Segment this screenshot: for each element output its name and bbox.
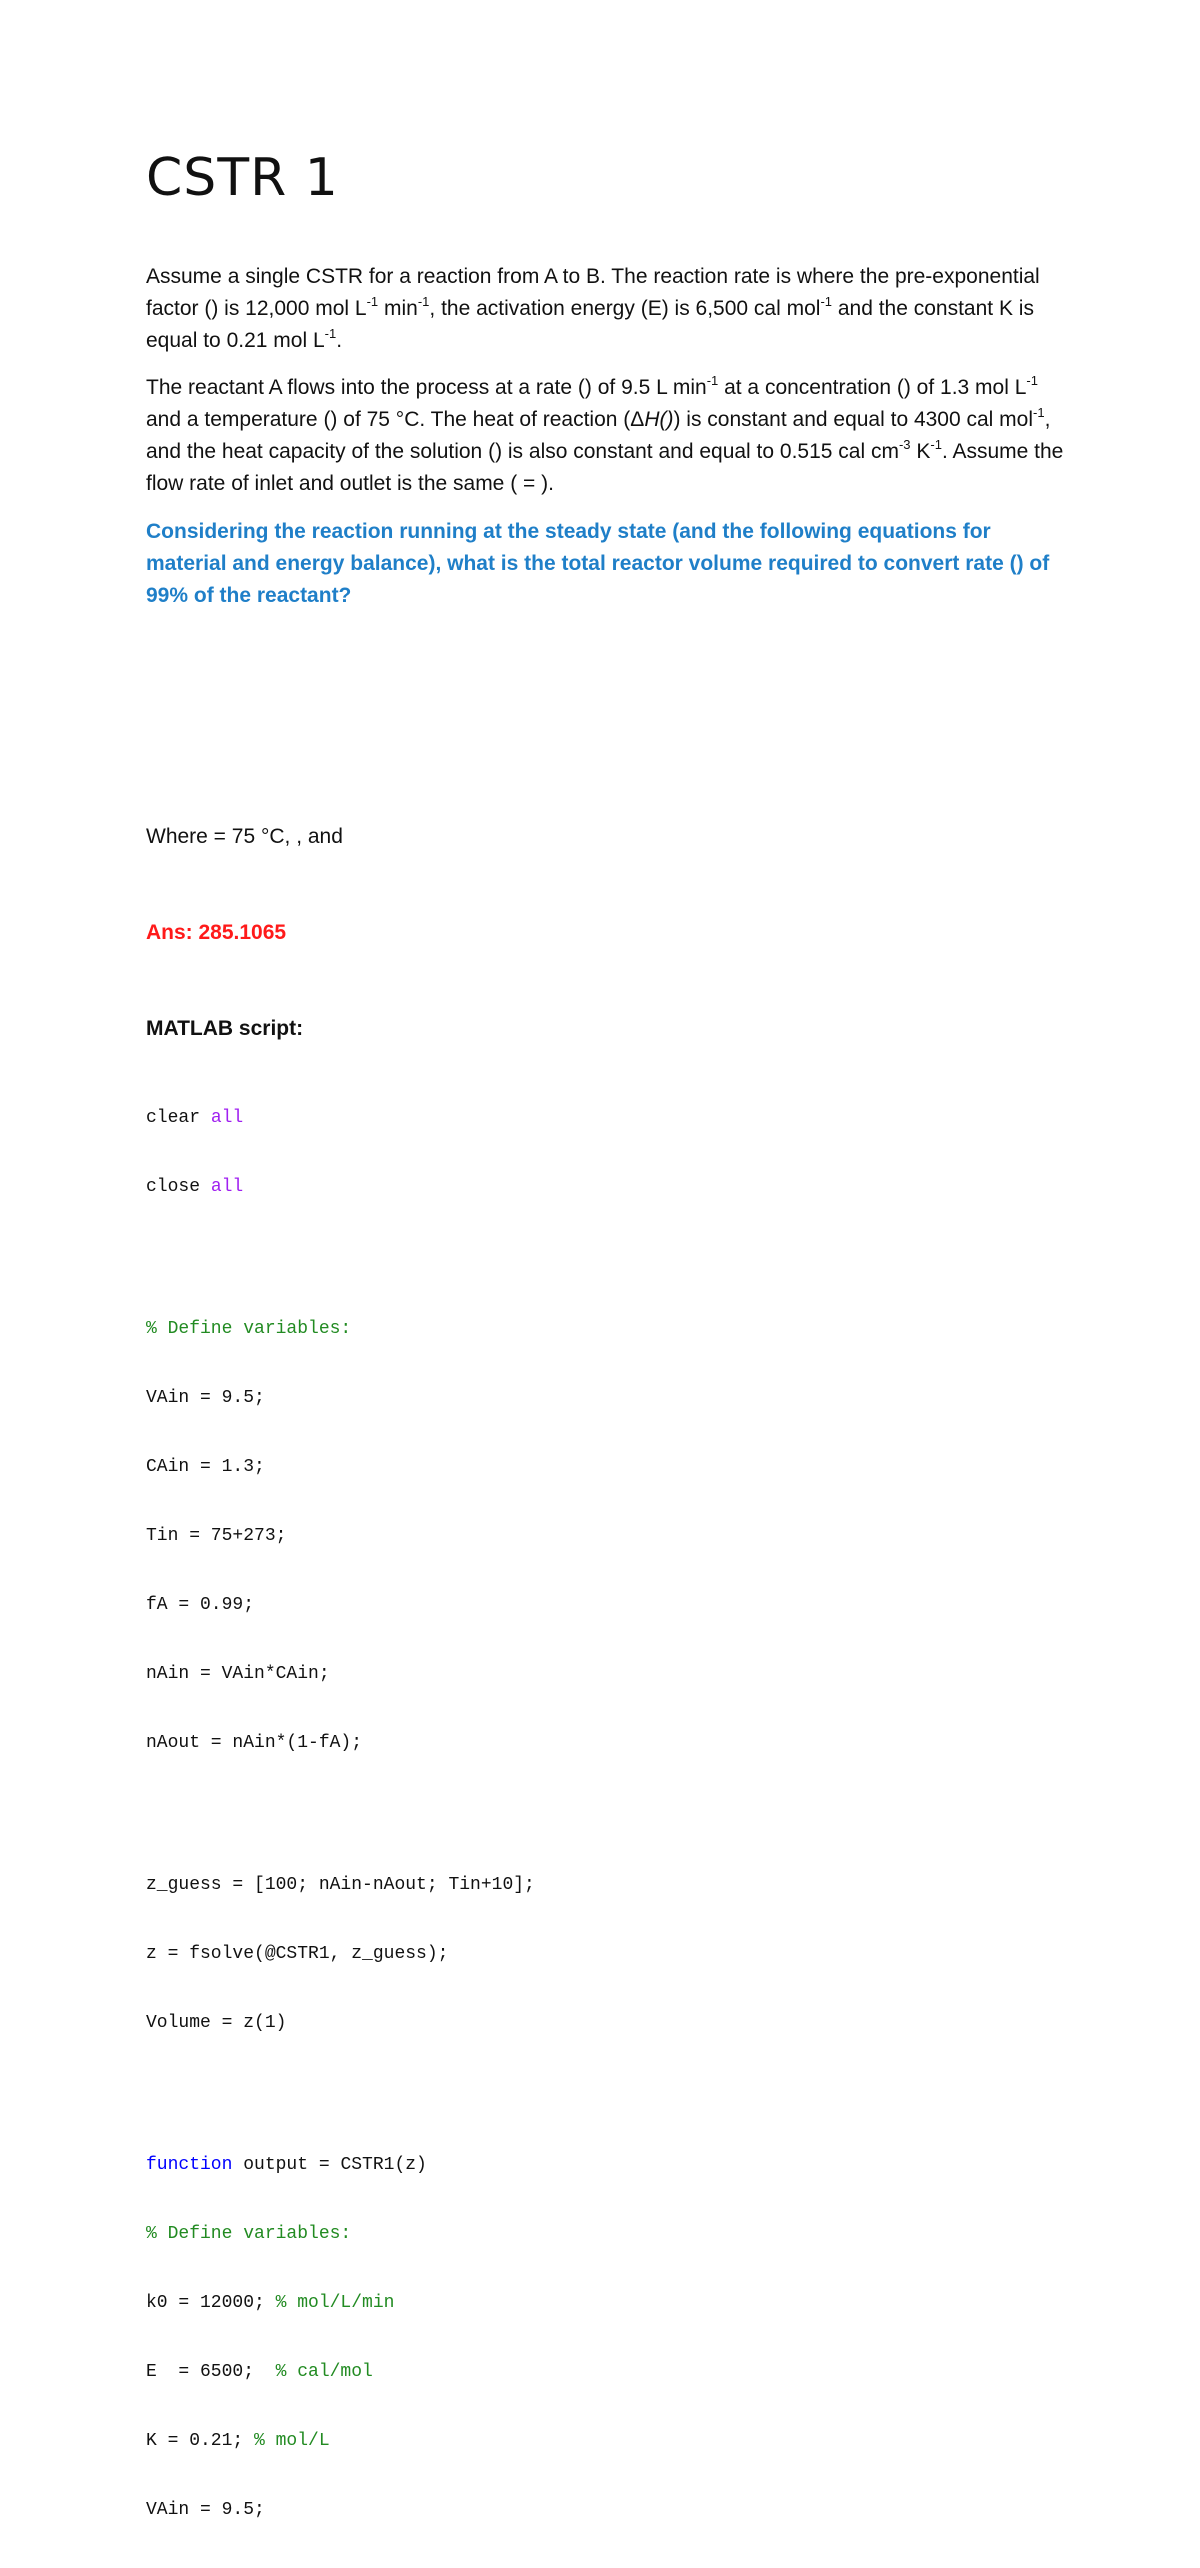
where-line: Where = 75 °C, , and: [146, 825, 343, 848]
code-comment-line: % Define variables:: [146, 2224, 352, 2244]
p1-text-5: .: [336, 329, 343, 352]
code-token: E = 6500;: [146, 2362, 276, 2382]
p2-sup-5: -3: [898, 437, 911, 452]
code-token: clear: [146, 1108, 211, 1128]
p1-text-2: min: [378, 297, 418, 320]
code-comment: % mol/L: [254, 2431, 330, 2451]
code-token: output = CSTR1(z): [232, 2155, 427, 2175]
p2-sup-1: -1: [706, 373, 719, 388]
code-line: z = fsolve(@CSTR1, z_guess);: [146, 1944, 449, 1964]
p1-sup-2: -1: [417, 294, 430, 309]
code-token: k0 = 12000;: [146, 2293, 276, 2313]
p1-sup-3: -1: [820, 294, 832, 309]
p2-text-3: and a temperature () of 75 °C. The heat of reaction (Δ: [146, 408, 645, 431]
code-blank-line: [146, 1801, 1046, 1828]
code-line: nAout = nAin*(1-fA);: [146, 1733, 363, 1753]
code-token: K = 0.21;: [146, 2431, 255, 2451]
p2-text-7: . Assume the flow rate of inlet and outlet is the same ( = ).: [146, 440, 1064, 495]
code-line: nAin = VAin*CAin;: [146, 1664, 330, 1684]
p1-text-4: and the constant K is equal to 0.21 mol L: [146, 297, 1034, 352]
code-keyword-arg: all: [210, 1108, 244, 1128]
code-line: [146, 1176, 1046, 1199]
p2-sup-2: -1: [1026, 373, 1038, 388]
p2-text-2: at a concentration () of 1.3 mol L: [718, 376, 1027, 399]
code-line: CAin = 1.3;: [146, 1457, 265, 1477]
p2-text-1: The reactant A flows into the process at a rate () of 9.5 L min: [146, 376, 707, 399]
answer-text: Ans: 285.1065: [146, 921, 287, 944]
code-line: [146, 2430, 1046, 2453]
p2-text-4: ) is constant and equal to 4300 cal mol: [673, 408, 1034, 431]
p1-sup-4: -1: [324, 326, 337, 341]
p1-text-1: Assume a single CSTR for a reaction from A to B. The reaction rate is where the pre-exponential factor () is 12,000 mol L: [146, 265, 1040, 320]
p1-sup-1: -1: [366, 294, 379, 309]
code-line: VAin = 9.5;: [146, 2500, 265, 2520]
code-blank-line: [146, 1245, 1046, 1272]
question-text: Considering the reaction running at the steady state (and the following equations for material and energy balance), what is the total reactor volume required to convert rate () of 99% of the reactant?: [146, 520, 1050, 607]
code-line: z_guess = [100; nAin-nAout; Tin+10];: [146, 1875, 535, 1895]
problem-paragraph-2: [146, 372, 1066, 500]
code-keyword: function: [146, 2155, 233, 2175]
page-title: CSTR 1: [146, 148, 339, 208]
p2-sup-6: -1: [930, 437, 942, 452]
matlab-code-block: [146, 1061, 1046, 2568]
code-token: close: [146, 1177, 211, 1197]
p2-text-6: K: [910, 440, 931, 463]
code-keyword-arg: all: [210, 1177, 244, 1197]
p1-text-3: , the activation energy (E) is 6,500 cal mol: [429, 297, 821, 320]
code-line: Volume = z(1): [146, 2013, 287, 2033]
code-line: [146, 2361, 1046, 2384]
code-line: VAin = 9.5;: [146, 1388, 265, 1408]
code-comment: % cal/mol: [275, 2362, 373, 2382]
code-comment-line: % Define variables:: [146, 1319, 352, 1339]
code-blank-line: [146, 2081, 1046, 2108]
problem-paragraph-1: [146, 261, 1066, 357]
code-line: Tin = 75+273;: [146, 1526, 287, 1546]
code-line: [146, 2292, 1046, 2315]
code-line: [146, 1107, 1046, 1130]
p2-text-5: , and the heat capacity of the solution () is also constant and equal to 0.515 cal cm: [146, 408, 1051, 463]
p2-sup-4: -1: [1033, 405, 1045, 420]
p2-text-3-italic: H(): [644, 408, 674, 431]
script-label: MATLAB script:: [146, 1017, 304, 1040]
code-line: [146, 2154, 1046, 2177]
code-line: fA = 0.99;: [146, 1595, 255, 1615]
code-comment: % mol/L/min: [275, 2293, 395, 2313]
